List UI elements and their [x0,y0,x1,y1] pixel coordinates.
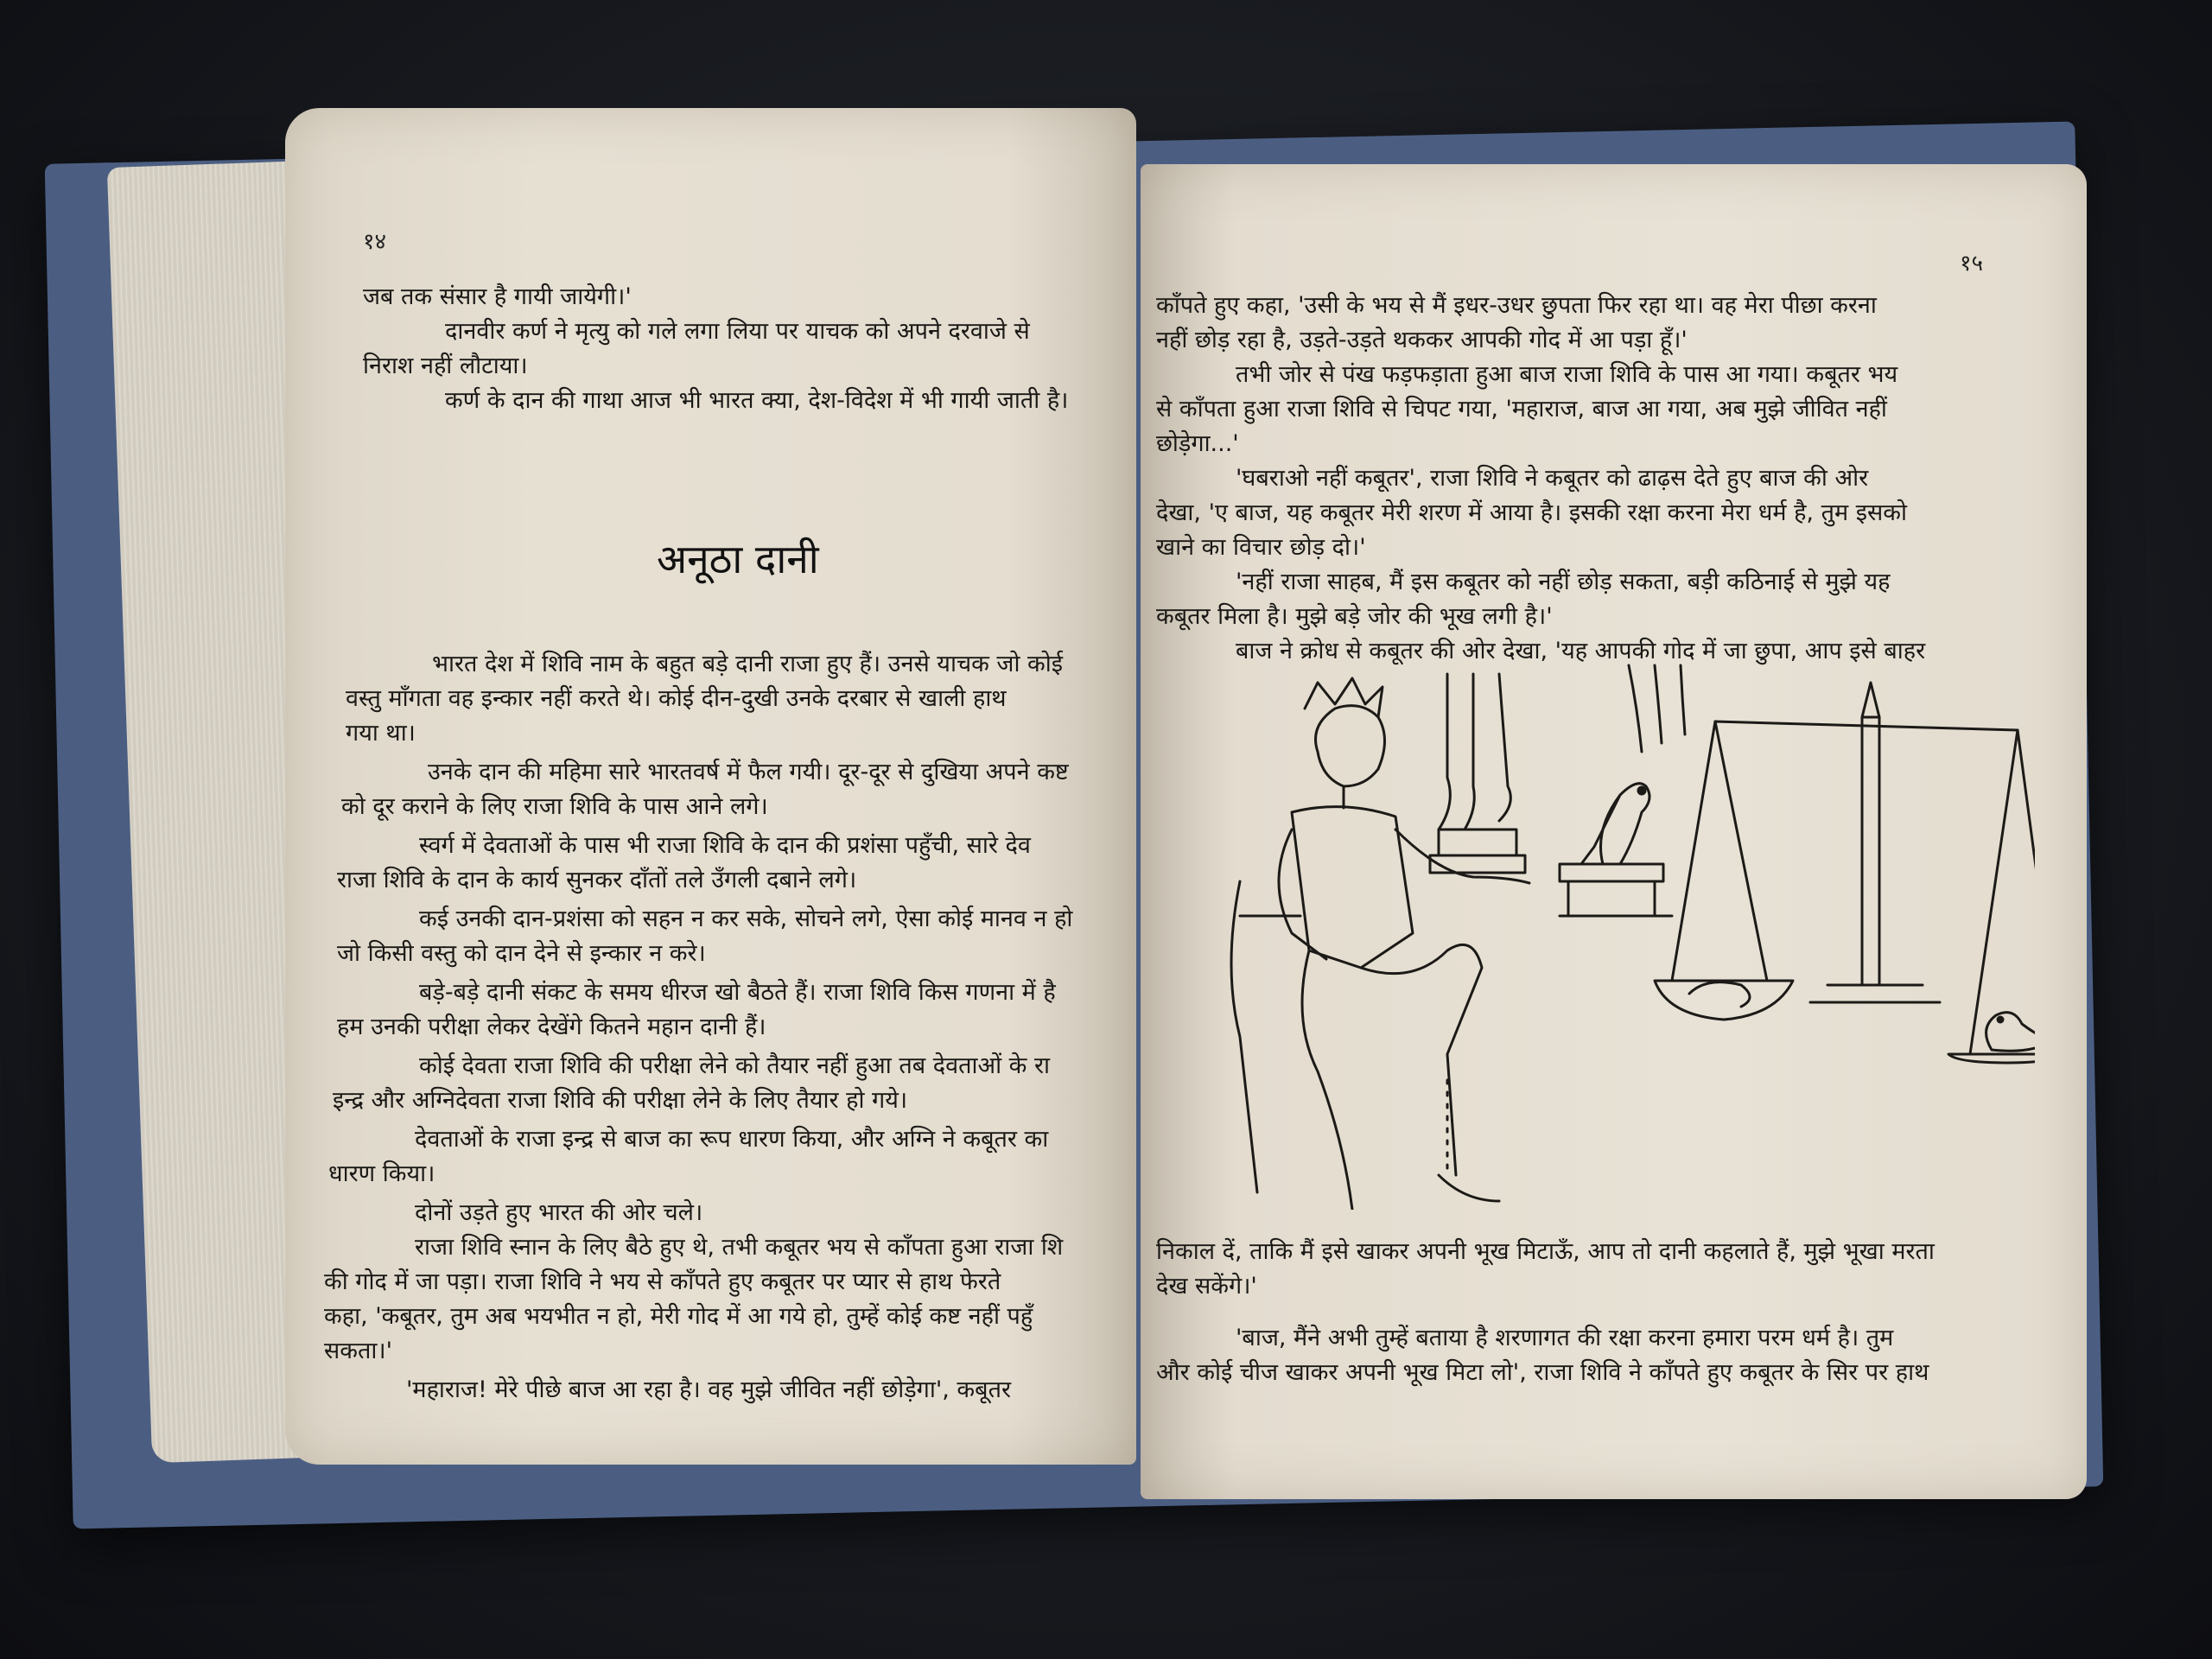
text-line: उनके दान की महिमा सारे भारतवर्ष में फैल गयी। दूर-दूर से दुखिया अपने कष्ट [428,759,1069,785]
text-line: छोड़ेगा...' [1156,430,1239,457]
text-line: 'घबराओ नहीं कबूतर', राजा शिवि ने कबूतर को ढाढ़स देते हुए बाज की ओर [1236,465,1869,492]
text-line: वस्तु माँगता वह इन्कार नहीं करते थे। कोई दीन-दुखी उनके दरबार से खाली हाथ [346,685,1007,712]
text-line: भारत देश में शिवि नाम के बहुत बड़े दानी राजा हुए हैं। उनसे याचक जो कोई [432,651,1063,677]
text-line: कबूतर मिला है। मुझे बड़े जोर की भूख लगी है।' [1156,603,1553,630]
text-line: दोनों उड़ते हुए भारत की ओर चले। [415,1199,703,1226]
text-line: हम उनकी परीक्षा लेकर देखेंगे कितने महान दानी हैं। [337,1014,766,1040]
king-figure [1316,706,1385,786]
right-page [1141,164,2087,1499]
text-line: दानवीर कर्ण ने मृत्यु को गले लगा लिया पर याचक को अपने दरवाजे से [445,318,1030,345]
balance-scale [1862,683,1879,717]
text-line: कर्ण के दान की गाथा आज भी भारत क्या, देश-विदेश में भी गायी जाती है। [445,387,1069,414]
text-line: और कोई चीज खाकर अपनी भूख मिटा लो', राजा शिवि ने काँपते हुए कबूतर के सिर पर हाथ [1156,1359,1929,1386]
curtain-right [1629,665,1642,752]
text-line: खाने का विचार छोड़ दो।' [1156,534,1366,561]
text-line: कोई देवता राजा शिवि की परीक्षा लेने को तैयार नहीं हुआ तब देवताओं के रा [419,1052,1051,1079]
curtain-left [1439,674,1450,830]
text-line: निकाल दें, ताकि मैं इसे खाकर अपनी भूख मिटाऊँ, आप तो दानी कहलाते हैं, मुझे भूखा मरता [1156,1238,1935,1265]
text-line: कहा, 'कबूतर, तुम अब भयभीत न हो, मेरी गोद में आ गये हो, तुम्हें कोई कष्ट नहीं पहुँ [324,1303,1033,1330]
text-line: इन्द्र और अग्निदेवता राजा शिवि की परीक्षा लेने के लिए तैयार हो गये। [333,1087,908,1114]
text-line: जब तक संसार है गायी जायेगी।' [363,283,632,310]
text-line: बाज ने क्रोध से कबूतर की ओर देखा, 'यह आपकी गोद में जा छुपा, आप इसे बाहर [1236,638,1926,664]
text-line: नहीं छोड़ रहा है, उड़ते-उड़ते थककर आपकी गोद में आ पड़ा हूँ।' [1156,327,1688,353]
hawk [1601,784,1650,864]
text-line: देवताओं के राजा इन्द्र से बाज का रूप धारण किया, और अग्नि ने कबूतर का [415,1126,1049,1153]
page-number: १४ [363,229,387,255]
illustration [1188,657,2035,1210]
left-page [285,108,1136,1465]
text-line: गया था। [346,720,416,747]
text-line: तभी जोर से पंख फड़फड़ाता हुआ बाज राजा शिवि के पास आ गया। कबूतर भय [1236,361,1898,388]
text-line: कई उनकी दान-प्रशंसा को सहन न कर सके, सोचने लगे, ऐसा कोई मानव न हो [419,906,1073,932]
text-line: से काँपता हुआ राजा शिवि से चिपट गया, 'महाराज, बाज आ गया, अब मुझे जीवित नहीं [1156,396,1887,423]
text-line: धारण किया। [328,1160,435,1187]
dove [1986,1013,2035,1052]
pillar [1439,830,1516,855]
text-line: बड़े-बड़े दानी संकट के समय धीरज खो बैठते हैं। राजा शिवि किस गणना में है [419,979,1056,1006]
bird-stand [1560,864,1663,881]
text-line: को दूर कराने के लिए राजा शिवि के पास आने लगे। [341,793,768,820]
text-line: देख सकेंगे।' [1156,1273,1257,1300]
text-line: राजा शिवि के दान के कार्य सुनकर दाँतों तले उँगली दबाने लगे। [337,867,857,893]
text-line: 'महाराज! मेरे पीछे बाज आ रहा है। वह मुझे जीवित नहीं छोड़ेगा', कबूतर [406,1376,1012,1403]
text-line: निराश नहीं लौटाया। [363,353,528,379]
text-line: स्वर्ग में देवताओं के पास भी राजा शिवि के दान की प्रशंसा पहुँची, सारे देव [419,832,1031,859]
text-line: राजा शिवि स्नान के लिए बैठे हुए थे, तभी कबूतर भय से काँपता हुआ राजा शि [415,1234,1064,1261]
chapter-title: अनूठा दानी [657,536,819,582]
text-line: काँपते हुए कहा, 'उसी के भय से मैं इधर-उधर छुपता फिर रहा था। वह मेरा पीछा करना [1156,292,1877,319]
text-line: सकता।' [324,1338,393,1364]
text-line: देखा, 'ए बाज, यह कबूतर मेरी शरण में आया है। इसकी रक्षा करना मेरा धर्म है, तुम इसको [1156,499,1907,526]
scale-pan-right [1948,1054,2035,1063]
text-line: 'बाज, मैंने अभी तुम्हें बताया है शरणागत की रक्षा करना हमारा परम धर्म है। तुम [1236,1325,1894,1351]
scale-pan-left [1655,981,1793,1020]
text-line: जो किसी वस्तु को दान देने से इन्कार न करे। [337,940,706,967]
text-line: की गोद में जा पड़ा। राजा शिवि ने भय से काँपते हुए कबूतर पर प्यार से हाथ फेरते [324,1268,1001,1295]
page-number: १५ [1959,251,1983,276]
text-line: 'नहीं राजा साहब, मैं इस कबूतर को नहीं छोड़ सकता, बड़ी कठिनाई से मुझे यह [1236,569,1891,595]
